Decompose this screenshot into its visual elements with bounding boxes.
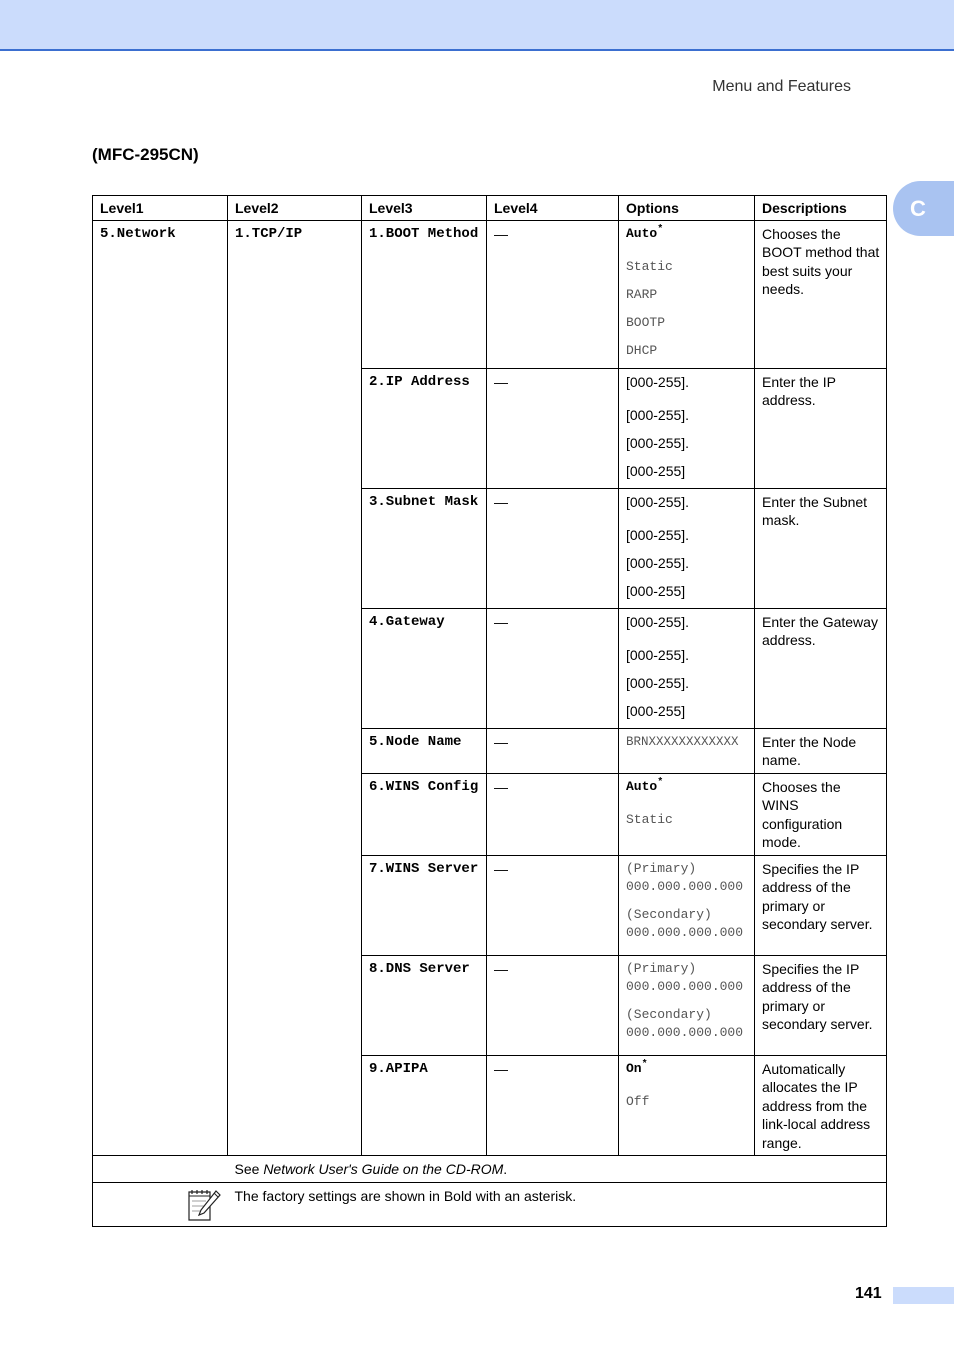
level3-cell: 5.Node Name [362,728,487,773]
ip-octet: [000-255]. [626,406,690,423]
level2-cell: 1.TCP/IP [228,220,362,1156]
ip-octet: [000-255]. [626,554,690,571]
chapter-letter: C [910,195,926,221]
factory-note-row [93,1182,887,1226]
description-cell: Specifies the IP address of the primary or secondary server. [755,955,887,1055]
ip-octet: [000-255]. [626,434,690,451]
options-cell [619,368,755,488]
level4-cell: — [487,1055,619,1156]
node-name-value: BRNXXXXXXXXXXXX [626,734,739,749]
ip-octet: [000-255]. [626,646,690,663]
header-level4: Level4 [487,196,619,221]
factory-note-text: The factory settings are shown in Bold with an asterisk. [228,1182,887,1226]
option-item: DHCP [626,342,658,358]
header-options: Options [619,196,755,221]
level3-cell: 7.WINS Server [362,855,487,955]
ip-octet: [000-255]. [626,373,690,390]
level3-cell: 9.APIPA [362,1055,487,1156]
description-cell: Chooses the WINS configuration mode. [755,773,887,855]
option-item: Static [626,811,673,827]
header-descriptions: Descriptions [755,196,887,221]
level4-cell: — [487,855,619,955]
primary-value: 000.000.000.000 [626,879,744,894]
secondary-server [626,906,748,943]
level4-cell: — [487,220,619,368]
note-pencil-icon [186,1187,222,1223]
bottom-bar [893,1287,954,1304]
level3-cell: 2.IP Address [362,368,487,488]
description-cell: Enter the Gateway address. [755,608,887,728]
menu-table [92,195,887,1227]
level4-cell: — [487,488,619,608]
options-cell [619,955,755,1055]
level3-cell: 3.Subnet Mask [362,488,487,608]
option-item: Off [626,1093,650,1109]
option-item: BOOTP [626,314,666,330]
primary-server [626,860,748,897]
description-cell: Enter the Node name. [755,728,887,773]
option-default: On* [626,1059,648,1076]
description-cell: Automatically allocates the IP address from the link-local address range. [755,1055,887,1156]
header-level1: Level1 [93,196,228,221]
primary-label: (Primary) [626,960,697,976]
options-cell [619,773,755,855]
ip-octet: [000-255]. [626,493,690,510]
description-cell: Chooses the BOOT method that best suits your needs. [755,220,887,368]
ip-octet: [000-255] [626,702,686,719]
level3-cell: 1.BOOT Method [362,220,487,368]
options-cell [619,1055,755,1156]
option-default: Auto* [626,777,664,794]
options-cell [619,728,755,773]
level4-cell: — [487,728,619,773]
ip-octet: [000-255]. [626,613,690,630]
level3-cell: 4.Gateway [362,608,487,728]
option-default: Auto* [626,224,664,241]
table-header-row [93,196,887,221]
options-cell [619,855,755,955]
header-title: Menu and Features [712,78,851,95]
level4-cell: — [487,955,619,1055]
ip-octet: [000-255]. [626,526,690,543]
see-note-spacer [93,1156,228,1183]
see-note-cell: See Network User's Guide on the CD-ROM. [228,1156,887,1183]
secondary-label: (Secondary) [626,1006,712,1022]
see-note-row [93,1156,887,1183]
ip-octet: [000-255] [626,582,686,599]
description-cell: Specifies the IP address of the primary or secondary server. [755,855,887,955]
level4-cell: — [487,608,619,728]
chapter-tab [893,181,954,236]
table-row [93,220,887,368]
level3-cell: 6.WINS Config [362,773,487,855]
primary-label: (Primary) [626,860,697,876]
description-cell: Enter the Subnet mask. [755,488,887,608]
primary-value: 000.000.000.000 [626,979,744,994]
description-cell: Enter the IP address. [755,368,887,488]
level4-cell: — [487,773,619,855]
options-cell [619,488,755,608]
option-item: Static [626,258,673,274]
level1-cell: 5.Network [93,220,228,1156]
header-level2: Level2 [228,196,362,221]
secondary-value: 000.000.000.000 [626,925,744,940]
guide-reference: Network User's Guide on the CD-ROM [263,1161,504,1177]
top-bar [0,0,954,51]
secondary-value: 000.000.000.000 [626,1025,744,1040]
secondary-label: (Secondary) [626,906,712,922]
note-icon-cell [93,1182,228,1226]
header-level3: Level3 [362,196,487,221]
option-item: RARP [626,286,658,302]
ip-octet: [000-255] [626,462,686,479]
level3-cell: 8.DNS Server [362,955,487,1055]
section-title: (MFC-295CN) [92,145,199,164]
level4-cell: — [487,368,619,488]
options-cell [619,608,755,728]
primary-server [626,960,748,997]
page-number: 141 [855,1285,882,1302]
secondary-server [626,1006,748,1043]
ip-octet: [000-255]. [626,674,690,691]
options-cell [619,220,755,368]
